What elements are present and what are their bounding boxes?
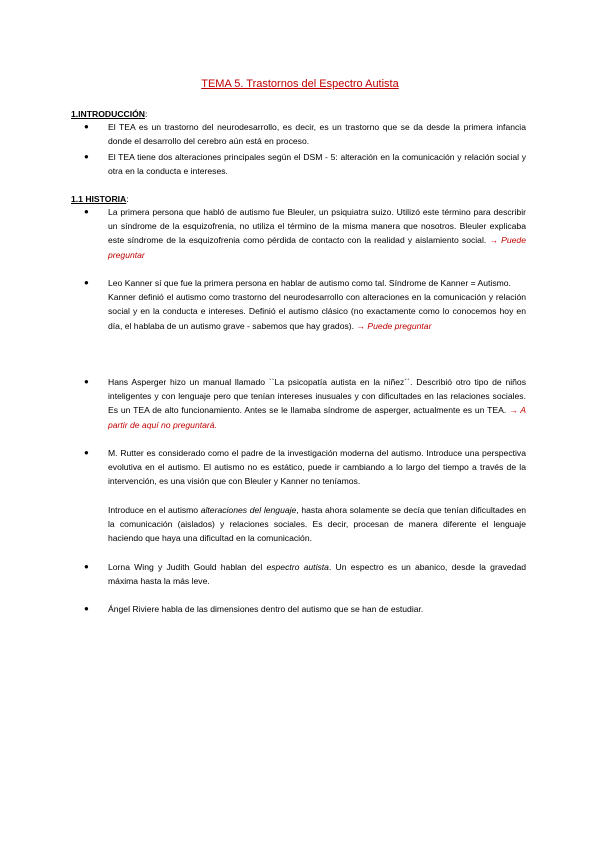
rutter-para-italic: alteraciones del lenguaje: [200, 505, 297, 515]
exam-note: → Puede preguntar: [356, 320, 432, 331]
list-item-wing: [84, 560, 526, 588]
bullet-icon: ●: [84, 122, 89, 131]
section-heading-text: 1.1 HISTORIA: [71, 194, 127, 204]
list-item-riviere: [84, 602, 526, 616]
list-item-rutter: [84, 446, 526, 489]
bullet-icon: ●: [84, 207, 89, 216]
wing-pre: Lorna Wing y Judith Gould hablan del: [108, 562, 267, 572]
list-item-text: [108, 560, 526, 588]
rutter-para-pre: Introduce en el autismo: [108, 505, 201, 515]
bullet-icon: ●: [84, 152, 89, 161]
bleuler-text: La primera persona que habló de autismo fue Bleuler, un psiquiatra suizo. Utilizó este término para describir un síndrome de la esquizofrenia, no utiliza el término de la misma manera que nosotros. Bleuler explicaba este síndrome de la esquizofrenia como pérdida de contacto con la realidad y aislamiento social.: [108, 207, 526, 246]
bullet-icon: ●: [84, 604, 89, 613]
section-heading-text: 1.INTRODUCCIÓN: [71, 109, 146, 119]
list-item-text: [108, 276, 526, 333]
kanner-text: Kanner definió el autismo como trastorno del neurodesarrollo con alteraciones en la comunicación y relación social y en la conducta e intereses. Definió el autismo clásico (no exactamente como lo conocemos hoy en día, el hablaba de un autismo grave - sabemos que hay grados).: [108, 292, 526, 331]
exam-note: → A partir de aquí no preguntará.: [108, 405, 526, 430]
rutter-para-post: , hasta ahora solamente se decía que tenían dificultades en la comunicación (aislados) y relaciones sociales. Es decir, procesan de manera diferente el lenguaje haciendo que haya una dificultad en la comunicación.: [108, 505, 526, 544]
list-item-text: Ángel Riviere habla de las dimensiones dentro del autismo que se han de estudiar.: [108, 604, 424, 614]
kanner-line-1: Leo Kanner sí que fue la primera persona en hablar de autismo como tal. Síndrome de Kanner = Autismo.: [108, 278, 511, 288]
section-heading-introduccion: [71, 108, 147, 120]
list-item-text: M. Rutter es considerado como el padre de la investigación moderna del autismo. Introduce una perspectiva evolutiva en el autismo. El autismo no es estático, puede ir cambiando a lo largo del tiempo a través de la intervención, es una visión que con Bleuler y Kanner no teníamos.: [108, 448, 526, 487]
list-item-asperger: [84, 375, 526, 432]
list-item: [84, 150, 526, 178]
exam-note: → Puede preguntar: [108, 235, 526, 260]
list-item-text: [108, 205, 526, 262]
heading-colon: :: [126, 194, 129, 204]
bullet-icon: ●: [84, 448, 89, 457]
section-heading-historia: [71, 193, 129, 205]
wing-italic: espectro autista: [266, 562, 329, 572]
bullet-icon: ●: [84, 278, 89, 287]
list-item-text: [108, 375, 526, 432]
list-item-kanner: [84, 276, 526, 333]
list-item-text: El TEA tiene dos alteraciones principales según el DSM - 5: alteración en la comunicación y relación social y otra en la conducta e intereses.: [108, 152, 526, 177]
bullet-icon: ●: [84, 377, 89, 386]
rutter-paragraph: [108, 503, 526, 546]
asperger-text: Hans Asperger hizo un manual llamado ``La psicopatía autista en la niñez´´. Describió otro tipo de niños inteligentes y con lenguaje pero que tenían intereses inusuales y con dificultades en las relaciones sociales. Es un TEA de alto funcionamiento. Antes se le llamaba síndrome de asperger, actualmente es un TEA.: [108, 377, 526, 416]
bullet-icon: ●: [84, 562, 89, 571]
page-title: TEMA 5. Trastornos del Espectro Autista: [201, 78, 399, 90]
list-item-bleuler: [84, 205, 526, 262]
heading-colon: :: [145, 109, 148, 119]
list-item-text: El TEA es un trastorno del neurodesarrollo, es decir, es un trastorno que se da desde la primera infancia donde el desarrollo del cerebro aún está en proceso.: [108, 122, 526, 147]
kanner-line-2: [108, 290, 526, 333]
wing-post: . Un espectro es un abanico, desde la gravedad máxima hasta la más leve.: [108, 562, 527, 587]
list-item: [84, 120, 526, 148]
